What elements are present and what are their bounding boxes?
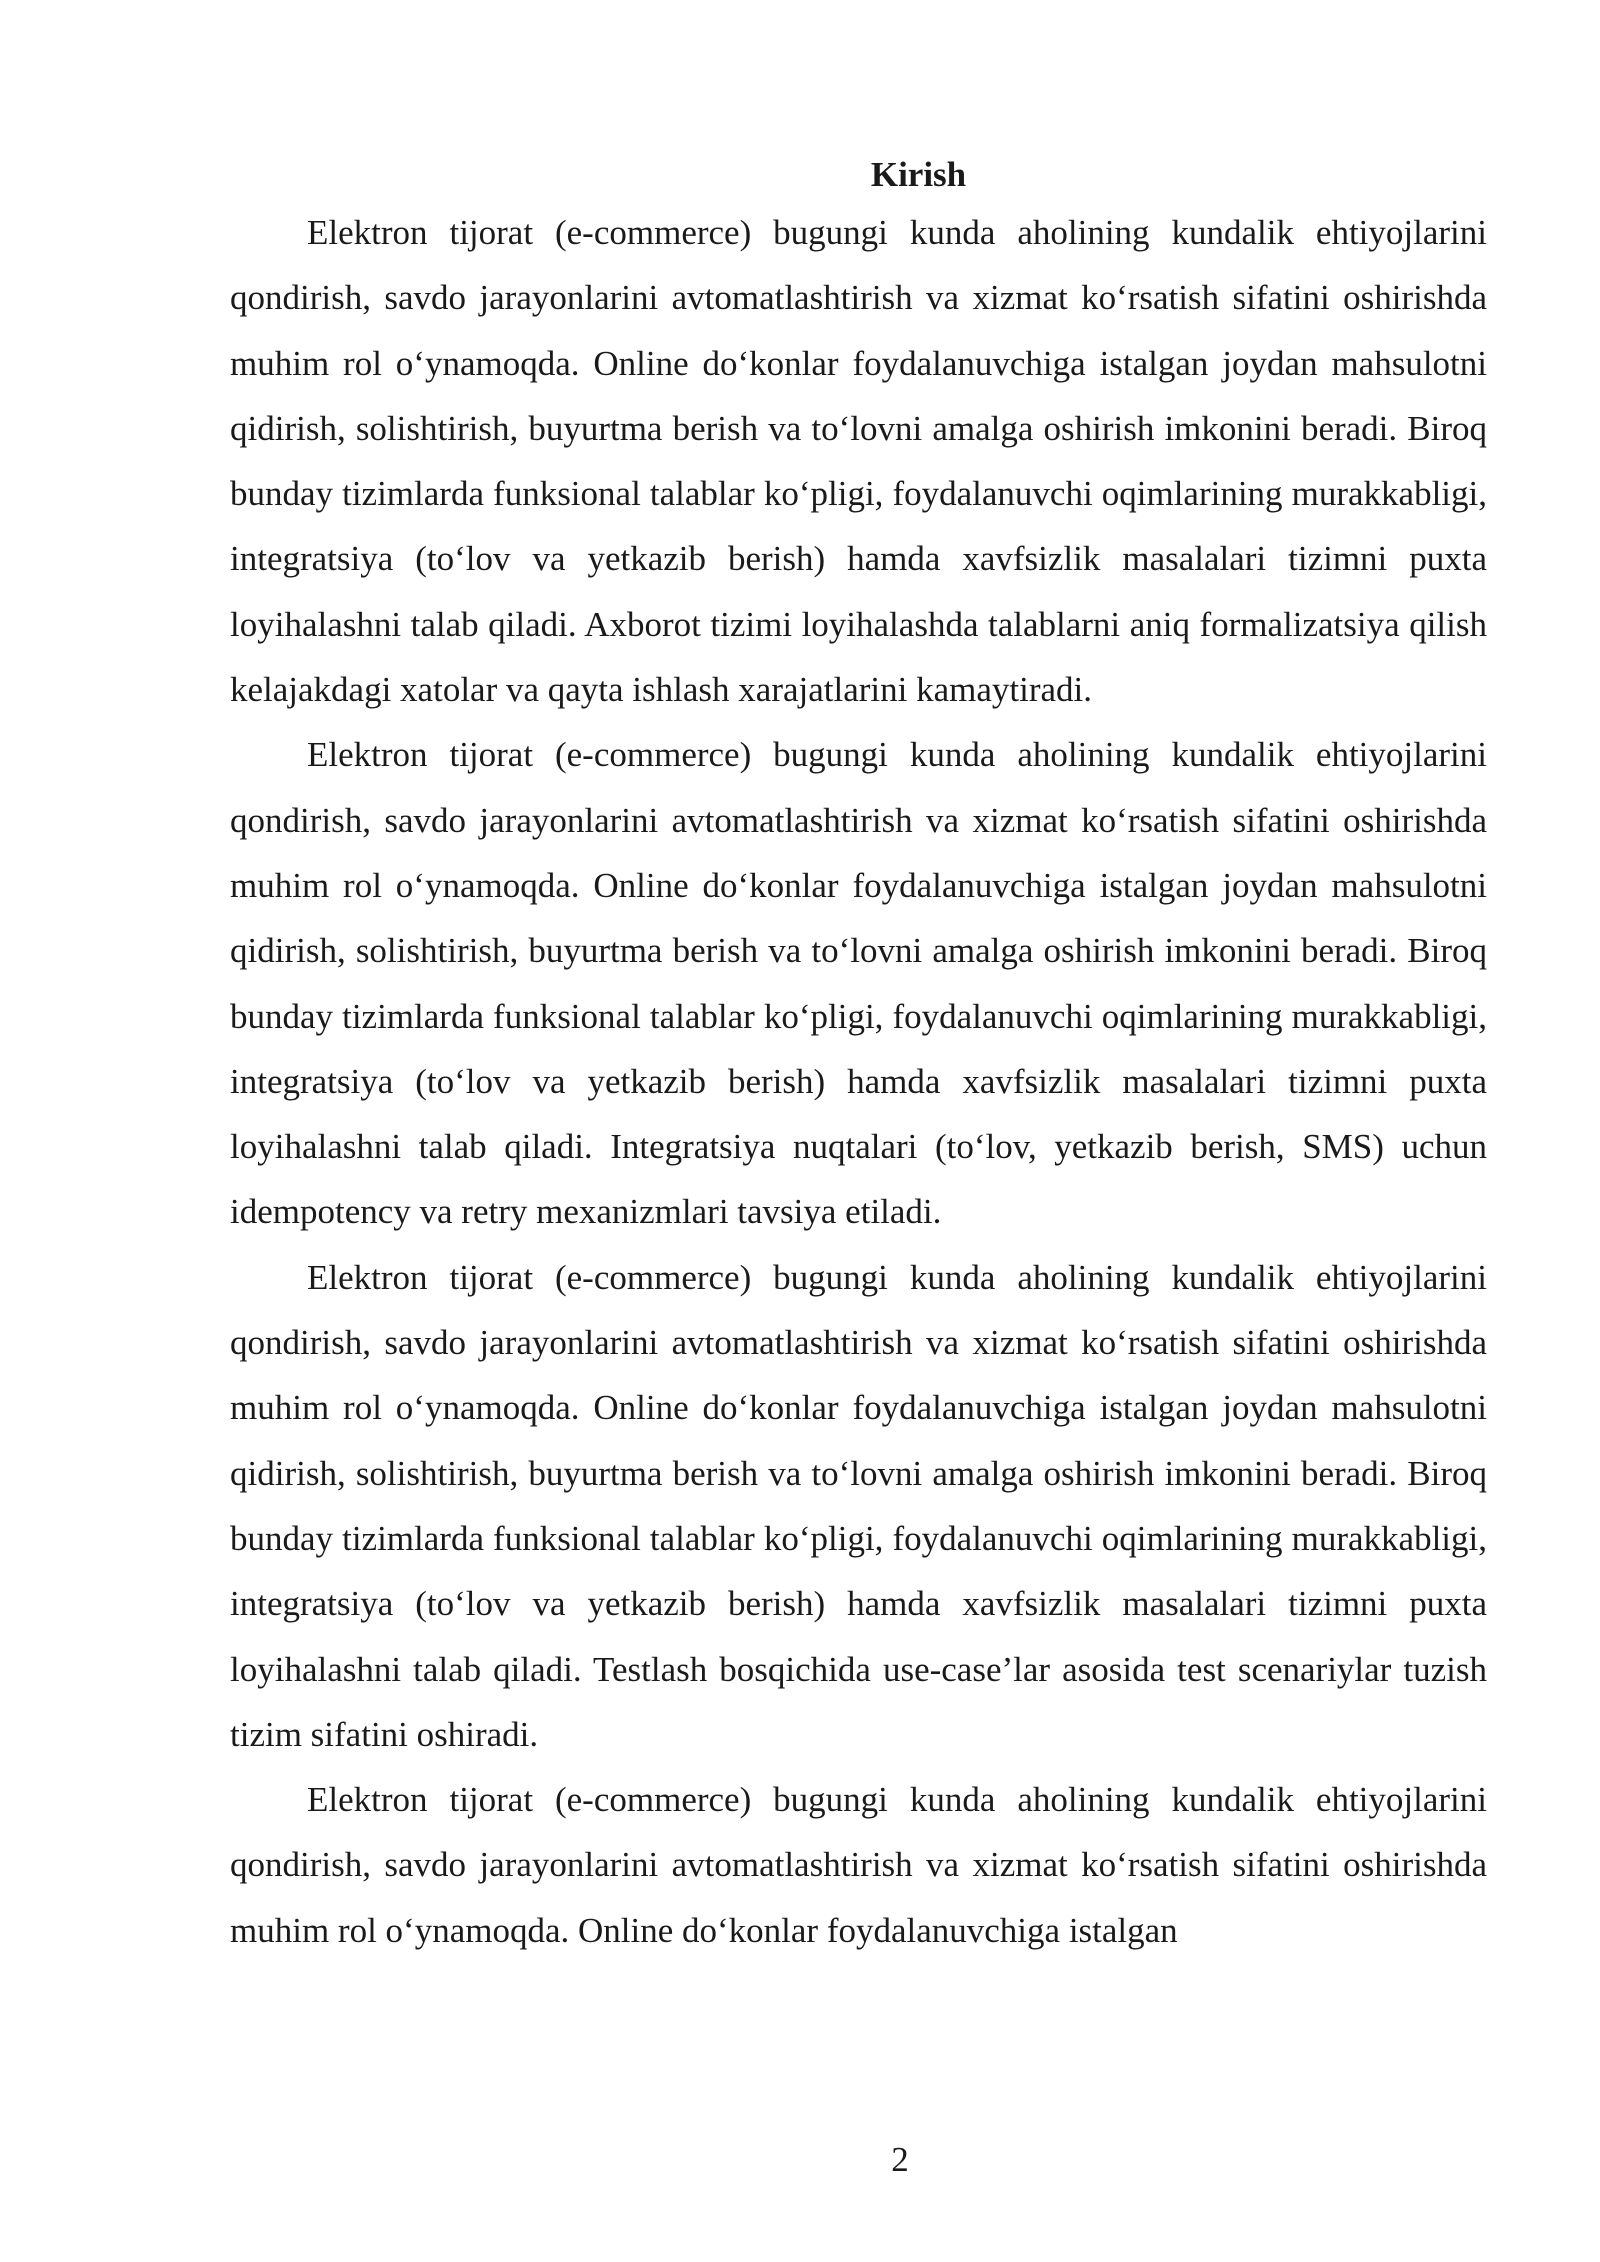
- page-content: [230, 150, 1487, 1963]
- section-title: Kirish: [870, 155, 967, 194]
- paragraph-3: Elektron tijorat (e-commerce) bugungi kunda aholining kundalik ehtiyojlarini qondirish, savdo jarayonlarini avtomatlashtirish va xizmat ko‘rsatish sifatini oshirishda muhim rol o‘ynamoqda. Online do‘konlar foydalanuvchiga istalgan joydan mahsulotni qidirish, solishtirish, buyurtma berish va to‘lovni amalga oshirish imkonini beradi. Biroq bunday tizimlarda funksional talablar ko‘pligi, foydalanuvchi oqimlarining murakkabligi, integratsiya (to‘lov va yetkazib berish) hamda xavfsizlik masalalari tizimni puxta loyihalashni talab qiladi. Testlash bosqichida use-case’lar asosida test scenariylar tuzish tizim sifatini oshiradi.: [230, 1257, 1487, 1754]
- paragraph-1: Elektron tijorat (e-commerce) bugungi kunda aholining kundalik ehtiyojlarini qondirish, savdo jarayonlarini avtomatlashtirish va xizmat ko‘rsatish sifatini oshirishda muhim rol o‘ynamoqda. Online do‘konlar foydalanuvchiga istalgan joydan mahsulotni qidirish, solishtirish, buyurtma berish va to‘lovni amalga oshirish imkonini beradi. Biroq bunday tizimlarda funksional talablar ko‘pligi, foydalanuvchi oqimlarining murakkabligi, integratsiya (to‘lov va yetkazib berish) hamda xavfsizlik masalalari tizimni puxta loyihalashni talab qiladi. Axborot tizimi loyihalashda talablarni aniq formalizatsiya qilish kelajakdagi xatolar va qayta ishlash xarajatlarini kamaytiradi.: [230, 213, 1487, 710]
- page-number: 2: [891, 2140, 909, 2179]
- paragraph-2: Elektron tijorat (e-commerce) bugungi kunda aholining kundalik ehtiyojlarini qondirish, savdo jarayonlarini avtomatlashtirish va xizmat ko‘rsatish sifatini oshirishda muhim rol o‘ynamoqda. Online do‘konlar foydalanuvchiga istalgan joydan mahsulotni qidirish, solishtirish, buyurtma berish va to‘lovni amalga oshirish imkonini beradi. Biroq bunday tizimlarda funksional talablar ko‘pligi, foydalanuvchi oqimlarining murakkabligi, integratsiya (to‘lov va yetkazib berish) hamda xavfsizlik masalalari tizimni puxta loyihalashni talab qiladi. Integratsiya nuqtalari (to‘lov, yetkazib berish, SMS) uchun idempotency va retry mexanizmlari tavsiya etiladi.: [230, 735, 1487, 1232]
- paragraph-4: Elektron tijorat (e-commerce) bugungi kunda aholining kundalik ehtiyojlarini qondirish, savdo jarayonlarini avtomatlashtirish va xizmat ko‘rsatish sifatini oshirishda muhim rol o‘ynamoqda. Online do‘konlar foydalanuvchiga istalgan: [230, 1780, 1487, 1950]
